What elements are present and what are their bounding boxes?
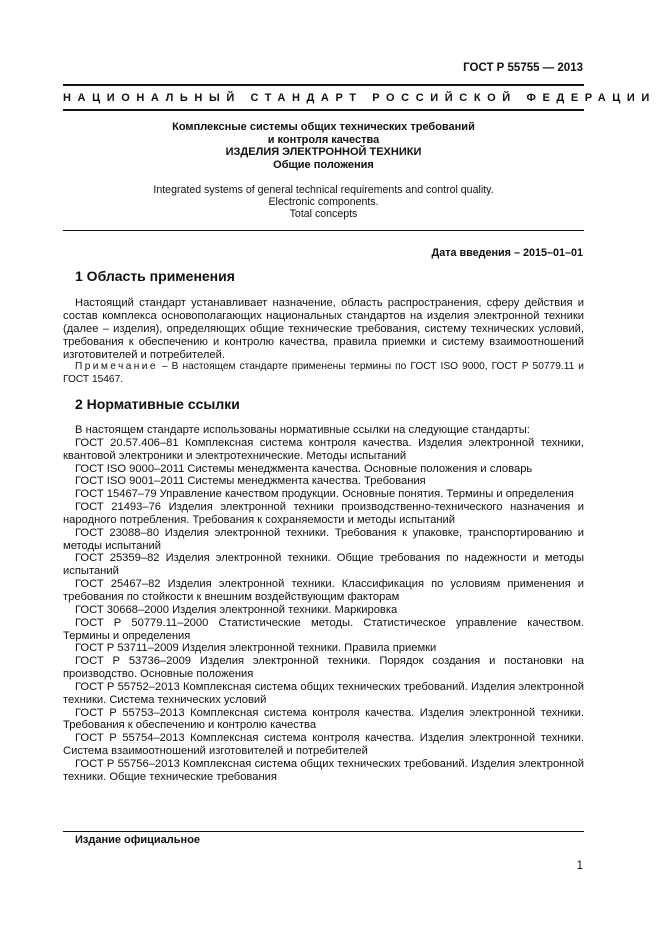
reference-item: ГОСТ ISO 9001–2011 Системы менеджмента качества. Требования bbox=[75, 475, 426, 488]
title-line: и контроля качества bbox=[267, 133, 380, 146]
russian-title bbox=[63, 121, 584, 171]
introduction-date: Дата введения – 2015–01–01 bbox=[431, 247, 583, 259]
normative-references-list bbox=[63, 424, 584, 784]
reference-item: ГОСТ Р 55753–2013 Комплексная система контроля качества. Изделия электронной техники. Требования к обеспечению и контролю качества bbox=[63, 706, 584, 732]
reference-item: ГОСТ Р 50779.11–2000 Статистические методы. Статистическое управление качеством. Термины и определения bbox=[63, 616, 584, 642]
official-edition-label: Издание официальное bbox=[75, 834, 201, 846]
reference-item: ГОСТ Р 55754–2013 Комплексная система контроля качества. Изделия электронной техники. Система взаимоотношений изготовителей и потребителей bbox=[63, 732, 584, 758]
title-line: Комплексные системы общих технических требований bbox=[172, 121, 475, 133]
reference-item: ГОСТ 23088–80 Изделия электронной техники. Требования к упаковке, транспортированию и методы испытаний bbox=[63, 526, 584, 552]
reference-item: ГОСТ 25467–82 Изделия электронной техники. Классификация по условиям применения и требования по стойкости к внешним воздействующим факторам bbox=[63, 578, 584, 603]
title-line: ИЗДЕЛИЯ ЭЛЕКТРОННОЙ ТЕХНИКИ bbox=[225, 146, 422, 158]
section-2-heading: 2 Нормативные ссылки bbox=[75, 396, 240, 412]
header-top-rule bbox=[63, 84, 584, 86]
reference-item: ГОСТ 25359–82 Изделия электронной техники. Общие требования по надежности и методы испытаний bbox=[63, 552, 584, 578]
section-1-paragraph: Настоящий стандарт устанавливает назначение, область распространения, сферу действия и состав комплекса основополагающих национальных стандартов на изделия электронной техники (далее – изделия), определяющих общие технические требования, систему технических условий, требования к обеспечению и контролю качества, правила приемки и систему взаимоотношений изготовителей и потребителей. bbox=[63, 297, 584, 361]
reference-item: ГОСТ Р 55756–2013 Комплексная система общих технических требований. Изделия электронной техники. Общие технические требования bbox=[63, 757, 584, 783]
reference-item: ГОСТ 15467–79 Управление качеством продукции. Основные понятия. Термины и определения bbox=[75, 488, 574, 501]
references-intro: В настоящем стандарте использованы нормативные ссылки на следующие стандарты: bbox=[75, 424, 530, 436]
note-text: – В настоящем стандарте применены термины по ГОСТ ISO 9000, ГОСТ Р 50779.11 и ГОСТ 15467. bbox=[63, 361, 584, 385]
english-title-line: Integrated systems of general technical requirements and control quality. bbox=[153, 184, 494, 196]
reference-item: ГОСТ 20.57.406–81 Комплексная система контроля качества. Изделия электронной техники, квантовой электроники и электротехнические. Методы испытаний bbox=[63, 436, 584, 462]
title-line: Общие положения bbox=[273, 158, 374, 171]
page-number: 1 bbox=[576, 860, 583, 872]
title-bottom-rule bbox=[63, 230, 584, 231]
reference-item: ГОСТ 30668–2000 Изделия электронной техники. Маркировка bbox=[75, 603, 398, 616]
reference-item: ГОСТ 21493–76 Изделия электронной техники производственно-технического назначения и народного потребления. Требования к сохраняемости и методы испытаний bbox=[63, 501, 584, 526]
english-title-line: Electronic components. bbox=[268, 196, 379, 209]
note-label: Примечание bbox=[75, 361, 158, 372]
header-bottom-rule bbox=[63, 109, 584, 111]
national-standard-banner: НАЦИОНАЛЬНЫЙ СТАНДАРТ РОССИЙСКОЙ ФЕДЕРАЦИИ bbox=[63, 92, 656, 104]
reference-item: ГОСТ Р 55752–2013 Комплексная система общих технических требований. Изделия электронной техники. Система технических условий bbox=[63, 680, 584, 706]
english-title-line: Total concepts bbox=[289, 208, 358, 221]
reference-item: ГОСТ Р 53711–2009 Изделия электронной техники. Правила приемки bbox=[75, 642, 437, 655]
section-1-note bbox=[63, 361, 584, 386]
reference-item: ГОСТ Р 53736–2009 Изделия электронной техники. Порядок создания и постановки на производство. Основные положения bbox=[63, 655, 584, 681]
footer-rule bbox=[63, 831, 584, 832]
english-title bbox=[63, 184, 584, 221]
document-number: ГОСТ Р 55755 — 2013 bbox=[463, 62, 583, 74]
section-1-heading: 1 Область применения bbox=[75, 268, 235, 284]
reference-item: ГОСТ ISO 9000–2011 Системы менеджмента качества. Основные положения и словарь bbox=[75, 462, 533, 475]
